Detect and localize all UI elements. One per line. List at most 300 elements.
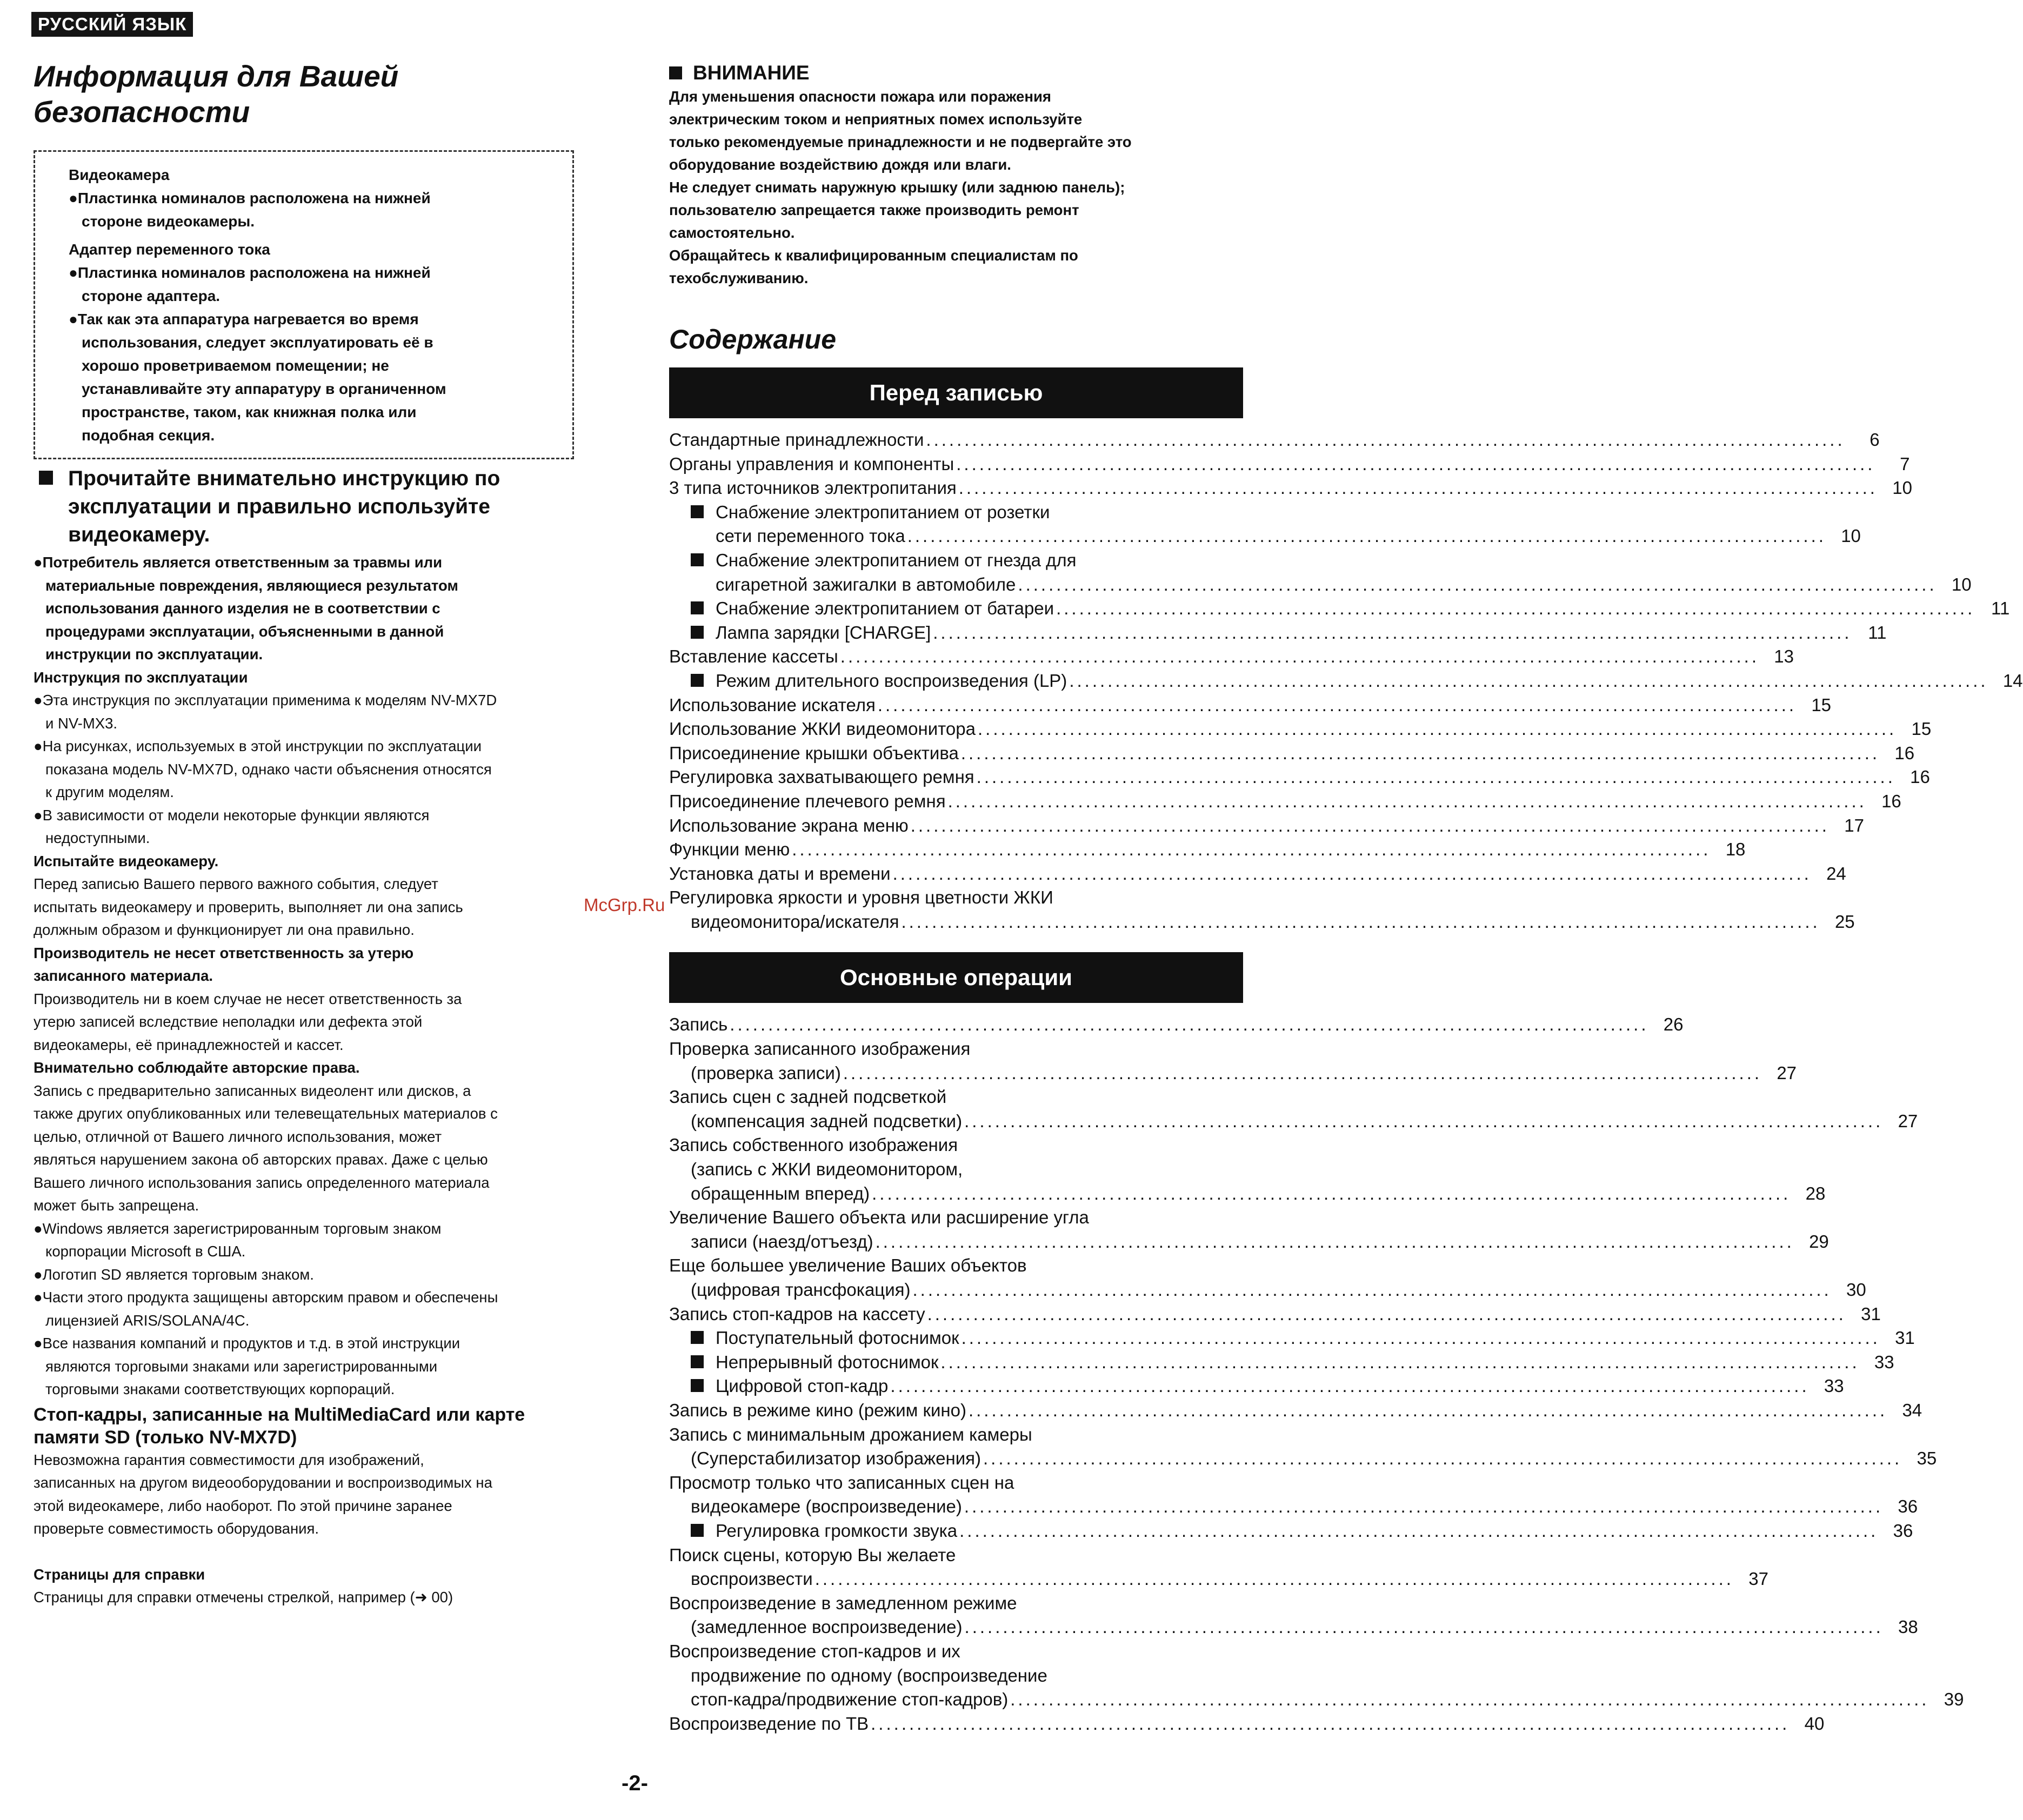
square-bullet-icon: [691, 674, 704, 687]
toc-leader-dots: ........................................................................................................................: [961, 1328, 1880, 1348]
toc-leader-dots: ........................................................................................................................: [964, 1617, 1884, 1637]
toc-leader-dots: ........................................................................................................................: [872, 1183, 1791, 1203]
toc-entry-label: [691, 1230, 873, 1254]
trademark-license: [34, 1286, 623, 1332]
toc-entry[interactable]: [669, 1374, 1844, 1399]
square-bullet-icon: [691, 505, 704, 518]
toc-leader-dots: ........................................................................................................................: [933, 622, 1852, 643]
toc-entry-text: видеомонитора/искателя: [691, 911, 899, 932]
trademark-line: ●Части этого продукта защищены авторским правом и обеспечены: [34, 1289, 498, 1306]
toc-page-number: 15: [1911, 719, 1932, 739]
attention-line: пользователю запрещается также производить ремонт: [669, 202, 1079, 218]
toc-entry-text: Поступательный фотоснимок: [716, 1328, 959, 1348]
attention-line: Обращайтесь к квалифицированным специалистам по: [669, 247, 1078, 264]
toc-entry-text: Органы управления и компоненты: [669, 453, 954, 474]
toc-entry-label: [691, 1374, 888, 1399]
toc-entry[interactable]: [669, 621, 1887, 645]
toc-leader-dots: ........................................................................................................................: [956, 453, 1875, 474]
toc-entry-label: [716, 573, 1016, 597]
toc-before-recording: [669, 428, 2023, 934]
watermark: McGrp.Ru: [584, 895, 665, 915]
instructions-bullet-functions: [34, 804, 623, 850]
attention-line: техобслуживанию.: [669, 270, 809, 286]
toc-entry-label: [669, 452, 954, 477]
toc-entry-label: [669, 789, 946, 814]
reference-pages-title: Страницы для справки: [34, 1565, 205, 1583]
trademark-line: ●Все названия компаний и продуктов и т.д. в этой инструкции: [34, 1335, 460, 1351]
toc-entry-text: (замедленное воспроизведение): [691, 1617, 963, 1637]
toc-entry[interactable]: [669, 765, 1930, 789]
left-column: [34, 58, 623, 1609]
instructions-line: к другим моделям.: [45, 784, 174, 800]
toc-entry[interactable]: [669, 476, 1912, 500]
toc-entry-text: Запись сцен с задней подсветкой: [669, 1087, 947, 1107]
toc-entry-text: (запись с ЖКИ видеомонитором,: [691, 1159, 963, 1180]
toc-entry-label: [691, 1567, 813, 1591]
toc-entry-label: [669, 1471, 1014, 1495]
toc-entry-label: [691, 1326, 959, 1350]
toc-leader-dots: ........................................................................................................................: [877, 694, 1797, 715]
toc-leader-dots: ........................................................................................................................: [892, 863, 1812, 884]
still-line: проверьте совместимость оборудования.: [34, 1520, 319, 1537]
trademark-line: являются торговыми знаками или зарегистрированными: [45, 1357, 438, 1375]
still-line: Невозможна гарантия совместимости для изображений,: [34, 1451, 424, 1468]
toc-entry-label: [669, 741, 959, 766]
adapter-ventilation-line: пространстве, таком, как книжная полка или: [82, 404, 417, 420]
toc-entry[interactable]: [669, 669, 2023, 693]
toc-entry[interactable]: [669, 1423, 1243, 1447]
camera-bullet-line: ●Пластинка номиналов расположена на нижней: [69, 190, 431, 206]
toc-entry-text: (компенсация задней подсветки): [691, 1110, 963, 1131]
adapter-ventilation-line: хорошо проветриваемом помещении; не: [82, 357, 389, 374]
camera-bullet-line: стороне видеокамеры.: [82, 213, 255, 230]
toc-entry-label: [691, 1109, 962, 1134]
adapter-ventilation-line: устанавливайте эту аппаратуру в органиченном: [82, 380, 446, 397]
reference-pages-text: Страницы для справки отмечены стрелкой, например (➜ 00): [34, 1589, 453, 1605]
toc-leader-dots: ........................................................................................................................: [983, 1448, 1902, 1469]
instructions-line: ●На рисунках, используемых в этой инструкции по эксплуатации: [34, 738, 482, 754]
toc-entry-text: Запись в режиме кино (режим кино): [669, 1400, 966, 1420]
trademark-windows: [34, 1217, 623, 1263]
toc-entry-text: Функции меню: [669, 839, 790, 860]
toc-page-number: 10: [1841, 526, 1861, 546]
toc-entry[interactable]: [669, 1085, 1243, 1109]
page-number: -2-: [622, 1771, 648, 1795]
toc-page-number: 6: [1870, 430, 1880, 450]
trademark-line: ●Windows является зарегистрированным торговым знаком: [34, 1220, 442, 1237]
toc-entry[interactable]: [669, 1061, 1797, 1086]
toc-entry[interactable]: [669, 1182, 1826, 1206]
toc-entry-text: продвижение по одному (воспроизведение: [691, 1665, 1047, 1685]
manufacturer-title-line: Производитель не несет ответственность за утерю: [34, 944, 414, 961]
toc-entry[interactable]: [669, 1302, 1881, 1327]
toc-entry-text: Регулировка захватывающего ремня: [669, 767, 974, 787]
manufacturer-line: утерю записей вследствие неполадки или дефекта этой: [34, 1013, 423, 1030]
toc-leader-dots: ........................................................................................................................: [968, 1400, 1888, 1420]
toc-entry-text: (Суперстабилизатор изображения): [691, 1448, 981, 1469]
toc-entry[interactable]: [669, 500, 1243, 525]
toc-entry-text: Запись: [669, 1014, 728, 1035]
toc-entry[interactable]: [669, 910, 1855, 934]
liability-line: инструкции по эксплуатации.: [45, 646, 263, 663]
toc-entry[interactable]: [669, 1615, 1918, 1640]
toc-entry-label: [691, 597, 1054, 621]
toc-page-number: 37: [1748, 1569, 1768, 1589]
toc-entry[interactable]: [669, 573, 1972, 597]
toc-page-number: 33: [1824, 1376, 1844, 1396]
toc-entry-label: [691, 1182, 870, 1206]
toc-leader-dots: ........................................................................................................................: [977, 719, 1897, 739]
toc-entry[interactable]: [669, 1471, 1243, 1495]
toc-entry-label: [669, 1037, 970, 1061]
attention-line: только рекомендуемые принадлежности и не подвергайте это: [669, 133, 1132, 150]
toc-entry-label: [669, 1085, 946, 1109]
instructions-title: Инструкция по эксплуатации: [34, 668, 248, 686]
toc-entry[interactable]: [669, 1109, 1918, 1134]
square-bullet-icon: [691, 1355, 704, 1368]
adapter-bullet: [69, 261, 554, 307]
toc-entry[interactable]: [669, 1278, 1866, 1302]
toc-entry-label: [691, 1350, 938, 1375]
copyright-line: являться нарушением закона об авторских правах. Даже с целью: [34, 1151, 488, 1168]
read-heading-line: Прочитайте внимательно инструкцию по: [68, 467, 500, 490]
toc-page-number: 24: [1826, 863, 1846, 884]
safety-title-line-2: безопасности: [34, 95, 250, 129]
toc-entry[interactable]: [669, 741, 1915, 766]
toc-entry-text: Запись стоп-кадров на кассету: [669, 1303, 925, 1324]
toc-entry-label: [669, 838, 790, 862]
toc-entry-text: обращенным вперед): [691, 1183, 870, 1203]
toc-page-number: 17: [1844, 815, 1864, 835]
attention-title-text: ВНИМАНИЕ: [693, 62, 810, 84]
toc-page-number: 31: [1895, 1328, 1915, 1348]
liability-line: ●Потребитель является ответственным за травмы или: [34, 554, 443, 571]
still-images-title: [34, 1403, 623, 1449]
toc-leader-dots: ........................................................................................................................: [875, 1231, 1794, 1252]
toc-entry[interactable]: [669, 1591, 1243, 1616]
toc-page-number: 27: [1777, 1062, 1797, 1083]
toc-leader-dots: ........................................................................................................................: [1069, 670, 1988, 691]
toc-entry-text: Режим длительного воспроизведения (LP): [716, 670, 1067, 691]
toc-entry-text: воспроизвести: [691, 1569, 813, 1589]
section-basic-operations: Основные операции: [669, 952, 1243, 1003]
still-line: этой видеокамере, либо наоборот. По этой причине заранее: [34, 1497, 452, 1514]
toc-page-number: 16: [1910, 767, 1930, 787]
toc-entry-text: Цифровой стоп-кадр: [716, 1376, 889, 1396]
copyright-line: Запись с предварительно записанных видеолент или дисков, а: [34, 1082, 471, 1099]
toc-entry-label: [669, 1206, 1089, 1230]
toc-entry-label: [669, 717, 976, 741]
liability-line: процедурами эксплуатации, объясненными в данной: [45, 623, 444, 640]
toc-entry[interactable]: [669, 789, 1901, 814]
toc-leader-dots: ........................................................................................................................: [730, 1014, 1649, 1035]
square-bullet-icon: [691, 626, 704, 639]
toc-leader-dots: ........................................................................................................................: [907, 526, 1826, 546]
toc-entry-text: Проверка записанного изображения: [669, 1039, 971, 1059]
toc-page-number: 39: [1944, 1689, 1964, 1710]
adapter-ventilation-bullet: [69, 307, 554, 447]
safety-title: [34, 58, 623, 130]
toc-leader-dots: ........................................................................................................................: [910, 815, 1830, 835]
toc-entry-text: Увеличение Вашего объекта или расширение угла: [669, 1207, 1089, 1228]
read-instructions-heading: [34, 465, 623, 549]
toc-page-number: 11: [1868, 622, 1887, 643]
toc-entry[interactable]: [669, 1326, 1915, 1350]
attention-text: [669, 85, 1243, 290]
toc-leader-dots: ........................................................................................................................: [1018, 574, 1937, 594]
toc-page-number: 13: [1774, 646, 1794, 667]
toc-leader-dots: ........................................................................................................................: [927, 1303, 1846, 1324]
toc-entry[interactable]: [669, 838, 1746, 862]
trademark-all: [34, 1332, 623, 1401]
trademark-line: лицензией ARIS/SOLANA/4C.: [45, 1312, 250, 1329]
toc-entry-text: Присоединение крышки объектива: [669, 742, 959, 763]
copyright-line: целью, отличной от Вашего личного использования, может: [34, 1128, 442, 1145]
toc-page-number: 16: [1881, 791, 1901, 811]
toc-leader-dots: ........................................................................................................................: [964, 1496, 1884, 1517]
toc-leader-dots: ........................................................................................................................: [843, 1062, 1762, 1083]
toc-page-number: 40: [1804, 1713, 1825, 1734]
toc-entry-label: [669, 1640, 960, 1664]
toc-page-number: 18: [1725, 839, 1746, 860]
square-bullet-icon: [691, 601, 704, 614]
toc-leader-dots: ........................................................................................................................: [814, 1569, 1734, 1589]
toc-entry-text: Использование ЖКИ видеомонитора: [669, 719, 976, 739]
toc-entry-label: [669, 1423, 1032, 1447]
toc-leader-dots: ........................................................................................................................: [926, 430, 1845, 450]
toc-leader-dots: ........................................................................................................................: [1010, 1689, 1929, 1710]
toc-leader-dots: ........................................................................................................................: [890, 1376, 1810, 1396]
adapter-ventilation-line: использования, следует эксплуатировать её в: [82, 334, 433, 351]
toc-entry[interactable]: [669, 1543, 1243, 1568]
manufacturer-title-line: записанного материала.: [34, 967, 213, 984]
toc-leader-dots: ........................................................................................................................: [792, 839, 1711, 860]
toc-entry[interactable]: [669, 428, 1880, 452]
toc-entry-text: Воспроизведение по ТВ: [669, 1713, 869, 1734]
toc-entry-label: [691, 1615, 963, 1640]
toc-page-number: 31: [1861, 1303, 1881, 1324]
still-title-line: памяти SD (только NV-MX7D): [34, 1427, 297, 1448]
toc-entry-label: [691, 1495, 962, 1519]
toc-leader-dots: ........................................................................................................................: [947, 791, 1867, 811]
toc-entry-label: [669, 1302, 925, 1327]
toc-page-number: 16: [1894, 742, 1915, 763]
toc-entry[interactable]: [669, 1133, 1243, 1157]
toc-entry-text: Вставление кассеты: [669, 646, 838, 667]
toc-entry-text: Присоединение плечевого ремня: [669, 791, 946, 811]
toc-entry-label: [669, 693, 876, 718]
toc-page-number: 35: [1917, 1448, 1937, 1469]
toc-entry-label: [669, 645, 838, 669]
adapter-ventilation-line: ●Так как эта аппаратура нагревается во время: [69, 311, 419, 327]
toc-entry-text: Запись с минимальным дрожанием камеры: [669, 1424, 1032, 1444]
toc-page-number: 11: [1991, 598, 2010, 619]
read-heading-line: видеокамеру.: [68, 523, 210, 546]
camera-bullet: [69, 186, 554, 233]
contents-title: Содержание: [669, 324, 837, 354]
toc-entry-text: Поиск сцены, которую Вы желаете: [669, 1544, 956, 1565]
toc-leader-dots: ........................................................................................................................: [960, 742, 1880, 763]
toc-entry-label: [691, 1688, 1008, 1712]
copyright-line: Вашего личного использования запись определенного материала: [34, 1174, 490, 1191]
toc-page-number: 34: [1902, 1400, 1922, 1420]
toc-entry[interactable]: [669, 645, 1794, 669]
attention-line: электрическим током и неприятных помех используйте: [669, 111, 1083, 128]
toc-entry-label: [691, 1157, 963, 1182]
toc-page-number: 10: [1951, 574, 1972, 594]
toc-leader-dots: ........................................................................................................................: [958, 478, 1878, 498]
toc-entry-label: [691, 1447, 981, 1471]
toc-leader-dots: ........................................................................................................................: [871, 1713, 1790, 1734]
test-camera-text: [34, 873, 623, 942]
adapter-ventilation-line: подобная секция.: [82, 427, 215, 444]
toc-entry[interactable]: [669, 862, 1846, 886]
liability-line: материальные повреждения, являющиеся результатом: [45, 577, 458, 594]
toc-entry[interactable]: [669, 1254, 1243, 1278]
language-tag: РУССКИЙ ЯЗЫК: [31, 12, 193, 37]
toc-entry-label: [669, 886, 1053, 910]
toc-entry[interactable]: [669, 548, 1243, 573]
attention-line: самостоятельно.: [669, 224, 795, 241]
toc-entry-label: [691, 1664, 1047, 1688]
toc-entry-label: [669, 1712, 869, 1736]
test-camera-line: должным образом и функционирует ли она правильно.: [34, 921, 415, 938]
toc-page-number: 28: [1805, 1183, 1826, 1203]
toc-entry-label: [691, 910, 899, 934]
toc-entry[interactable]: [669, 1567, 1768, 1591]
toc-entry-text: Регулировка громкости звука: [716, 1520, 958, 1541]
toc-entry-text: сети переменного тока: [716, 526, 905, 546]
toc-entry-text: Регулировка яркости и уровня цветности ЖКИ: [669, 887, 1053, 908]
toc-entry[interactable]: [669, 1013, 1684, 1037]
toc-entry-label: [669, 765, 974, 789]
toc-page-number: 26: [1663, 1014, 1684, 1035]
attention-heading: [669, 61, 1243, 85]
instructions-line: показана модель NV-MX7D, однако части объяснения относятся: [45, 760, 492, 778]
toc-leader-dots: ........................................................................................................................: [959, 1520, 1879, 1541]
still-title-line: Стоп-кадры, записанные на MultiMediaCard или карте: [34, 1404, 525, 1425]
toc-entry-label: [691, 1519, 957, 1543]
toc-entry-text: (проверка записи): [691, 1062, 841, 1083]
copyright-text: [34, 1080, 623, 1217]
right-column: [669, 61, 2023, 1736]
toc-leader-dots: ........................................................................................................................: [940, 1351, 1860, 1372]
adapter-bullet-line: ●Пластинка номиналов расположена на нижней: [69, 264, 431, 281]
test-camera-line: Перед записью Вашего первого важного события, следует: [34, 875, 438, 892]
toc-entry[interactable]: [669, 1206, 1243, 1230]
toc-entry[interactable]: [669, 1640, 1243, 1664]
toc-entry[interactable]: [669, 1664, 1243, 1688]
read-instructions-text: [68, 465, 500, 549]
toc-entry-label: [669, 1254, 1026, 1278]
toc-entry[interactable]: [669, 1495, 1918, 1519]
attention-line: Для уменьшения опасности пожара или поражения: [669, 88, 1051, 105]
toc-entry-text: Стандартные принадлежности: [669, 430, 924, 450]
toc-entry-text: Снабжение электропитанием от гнезда для: [716, 550, 1077, 570]
toc-entry-label: [691, 548, 1077, 573]
trademark-line: корпорации Microsoft в США.: [45, 1243, 246, 1260]
trademark-sd: [34, 1263, 623, 1287]
toc-leader-dots: ........................................................................................................................: [1056, 598, 1975, 619]
toc-entry-label: [669, 814, 909, 838]
toc-entry-label: [691, 1061, 841, 1086]
toc-page-number: 10: [1892, 478, 1912, 498]
toc-entry[interactable]: [669, 814, 1864, 838]
toc-entry-text: Воспроизведение стоп-кадров и их: [669, 1641, 960, 1661]
toc-entry-text: стоп-кадра/продвижение стоп-кадров): [691, 1689, 1009, 1710]
toc-entry[interactable]: [669, 717, 1932, 741]
toc-entry-label: [669, 1013, 727, 1037]
toc-entry-text: Лампа зарядки [CHARGE]: [716, 622, 931, 643]
instructions-bullet-models: [34, 689, 623, 735]
square-bullet-icon: [669, 66, 682, 79]
toc-entry[interactable]: [669, 1230, 1829, 1254]
toc-entry[interactable]: [669, 1157, 1243, 1182]
toc-page-number: 7: [1900, 453, 1910, 474]
section-before-recording: Перед записью: [669, 367, 1243, 418]
toc-entry-label: [691, 500, 1050, 525]
adapter-label: Адаптер переменного тока: [69, 241, 270, 258]
toc-entry-label: [669, 1591, 1017, 1616]
camera-label: Видеокамера: [69, 166, 170, 183]
toc-entry[interactable]: [669, 597, 2010, 621]
toc-entry[interactable]: [669, 524, 1861, 548]
test-camera-line: испытать видеокамеру и проверить, выполняет ли она запись: [34, 898, 463, 915]
spacer: [34, 1541, 623, 1563]
read-heading-line: эксплуатации и правильно используйте: [68, 495, 490, 518]
toc-entry-label: [691, 621, 931, 645]
toc-leader-dots: ........................................................................................................................: [964, 1110, 1884, 1131]
toc-entry[interactable]: [669, 1037, 1243, 1061]
toc-entry[interactable]: [669, 1399, 1922, 1423]
toc-entry-text: Использование экрана меню: [669, 815, 909, 835]
toc-entry-label: [669, 428, 924, 452]
safety-warning-box: [34, 150, 574, 459]
toc-entry-text: Установка даты и времени: [669, 863, 891, 884]
instructions-bullet-figures: [34, 735, 623, 804]
toc-entry[interactable]: [669, 1447, 1937, 1471]
toc-entry[interactable]: [669, 693, 1832, 718]
copyright-line: может быть запрещена.: [34, 1197, 199, 1214]
toc-page-number: 33: [1874, 1351, 1894, 1372]
toc-entry[interactable]: [669, 1519, 1913, 1543]
toc-entry[interactable]: [669, 1688, 1964, 1712]
toc-entry[interactable]: [669, 1350, 1894, 1375]
toc-leader-dots: ........................................................................................................................: [912, 1280, 1832, 1300]
toc-entry-text: Запись собственного изображения: [669, 1135, 958, 1155]
toc-page-number: 14: [2002, 670, 2023, 691]
toc-entry-text: сигаретной зажигалки в автомобиле: [716, 574, 1016, 594]
toc-entry-label: [716, 524, 905, 548]
toc-page-number: 36: [1893, 1520, 1913, 1541]
liability-note: [34, 551, 623, 666]
square-bullet-icon: [691, 553, 704, 566]
square-bullet-icon: [691, 1524, 704, 1537]
manufacturer-line: видеокамеры, её принадлежностей и кассет.: [34, 1036, 344, 1053]
toc-entry[interactable]: [669, 886, 1243, 910]
trademark-line: ●Логотип SD является торговым знаком.: [34, 1266, 314, 1283]
toc-leader-dots: ........................................................................................................................: [840, 646, 1759, 667]
toc-entry[interactable]: [669, 1712, 1825, 1736]
toc-entry-label: [669, 476, 957, 500]
adapter-bullet-line: стороне адаптера.: [82, 287, 221, 304]
still-images-text: [34, 1449, 623, 1541]
copyright-line: также других опубликованных или телевещательных материалов с: [34, 1105, 498, 1122]
toc-entry-text: Просмотр только что записанных сцен на: [669, 1472, 1014, 1493]
toc-entry[interactable]: [669, 452, 1910, 477]
manufacturer-line: Производитель ни в коем случае не несет ответственность за: [34, 990, 462, 1007]
toc-entry-text: Еще большее увеличение Ваших объектов: [669, 1255, 1027, 1276]
